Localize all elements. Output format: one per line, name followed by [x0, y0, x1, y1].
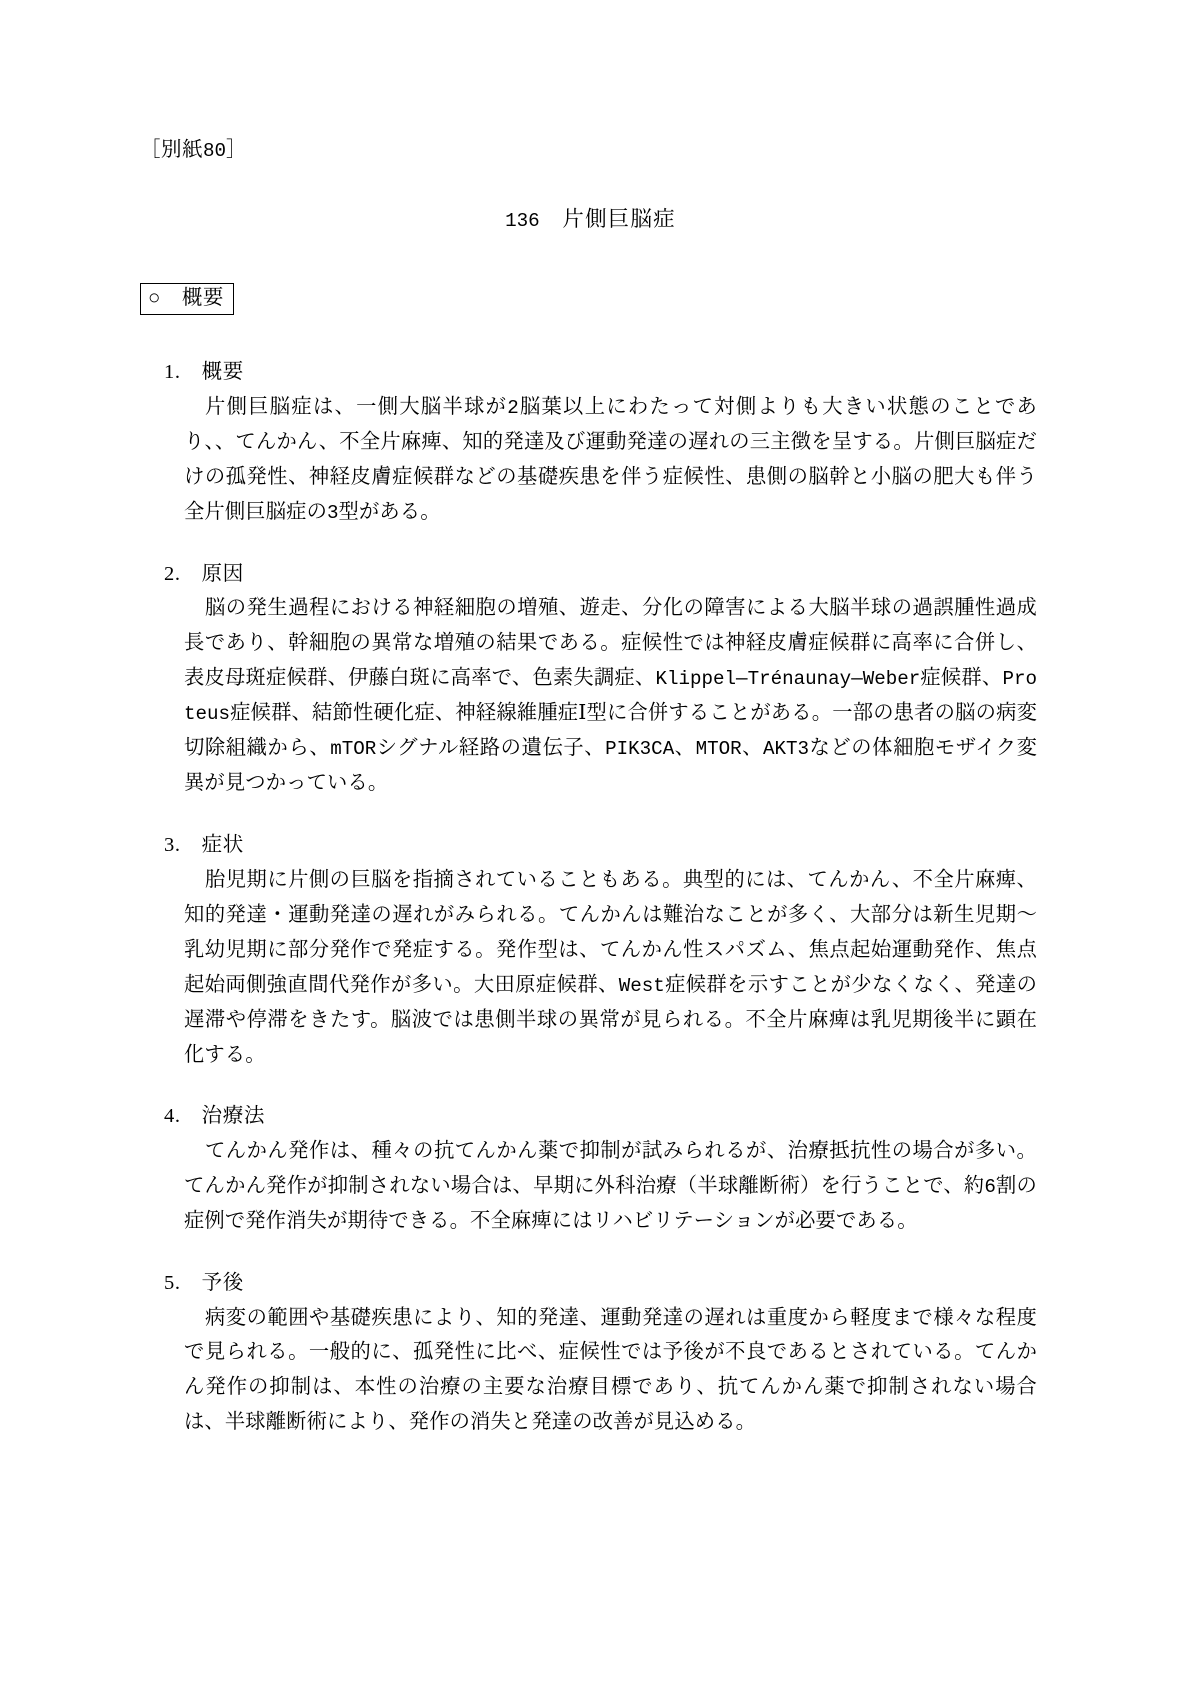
section-2-heading: 2. 原因 [164, 562, 244, 585]
overview-boxed-heading: ○ 概要 [140, 283, 234, 315]
section-2-cause [140, 561, 1041, 801]
section-5-heading: 5. 予後 [164, 1271, 244, 1294]
section-3-heading: 3. 症状 [164, 834, 244, 857]
section-4-treatment [140, 1103, 1041, 1238]
section-2-body: 脳の発生過程における神経細胞の増殖、遊走、分化の障害による大脳半球の過誤腫性過成長であり、幹細胞の異常な増殖の結果である。症候性では神経皮膚症候群に高率に合併し、表皮母斑症候群、伊藤白斑に高率で、色素失調症、Klippel—Trénaunay—Weber症候群、Proteus症候群、結節性硬化症、神経線維腫症Ⅰ型に合併することがある。一部の患者の脳の病変切除組織から、mTORシグナル経路の遺伝子、PIK3CA、MTOR、AKT3などの体細胞モザイク変異が見つかっている。 [184, 597, 1038, 795]
section-1-body: 片側巨脳症は、一側大脳半球が2脳葉以上にわたって対側よりも大きい状態のことであり、、てんかん、不全片麻痺、知的発達及び運動発達の遅れの三主徴を呈する。片側巨脳症だけの孤発性、神経皮膚症候群などの基礎疾患を伴う症候性、患側の脳幹と小脳の肥大も伴う全片側巨脳症の3型がある。 [184, 396, 1037, 524]
section-4-body: てんかん発作は、種々の抗てんかん薬で抑制が試みられるが、治療抵抗性の場合が多い。てんかん発作が抑制されない場合は、早期に外科治療（半球離断術）を行うことで、約6割の症例で発作消失が期待できる。不全麻痺にはリハビリテーションが必要である。 [184, 1140, 1037, 1232]
section-5-body: 病変の範囲や基礎疾患により、知的発達、運動発達の遅れは重度から軽度まで様々な程度で見られる。一般的に、孤発性に比べ、症候性では予後が不良であるとされている。てんかん発作の抑制は、本性の治療の主要な治療目標であり、抗てんかん薬で抑制されない場合は、半球離断術により、発作の消失と発達の改善が見込める。 [184, 1306, 1037, 1434]
boxed-heading-row [140, 283, 1041, 315]
section-5-prognosis [140, 1270, 1041, 1440]
attachment-tag: ［別紙80］ [140, 139, 248, 162]
section-4-heading: 4. 治療法 [164, 1105, 265, 1128]
page-title: 136 片側巨脳症 [505, 207, 676, 233]
section-3-body: 胎児期に片側の巨脳を指摘されていることもある。典型的には、てんかん、不全片麻痺、知的発達・運動発達の遅れがみられる。てんかんは難治なことが多く、大部分は新生児期〜乳幼児期に部分発作で発症する。発作型は、てんかん性スパズム、焦点起始運動発作、焦点起始両側強直間代発作が多い。大田原症候群、West症候群を示すことが少なくなく、発達の遅滞や停滞をきたす。脳波では患側半球の異常が見られる。不全片麻痺は乳児期後半に顕在化する。 [184, 868, 1038, 1066]
section-1-overview [140, 359, 1041, 529]
section-1-heading: 1. 概要 [164, 361, 244, 384]
section-3-symptoms [140, 832, 1041, 1072]
